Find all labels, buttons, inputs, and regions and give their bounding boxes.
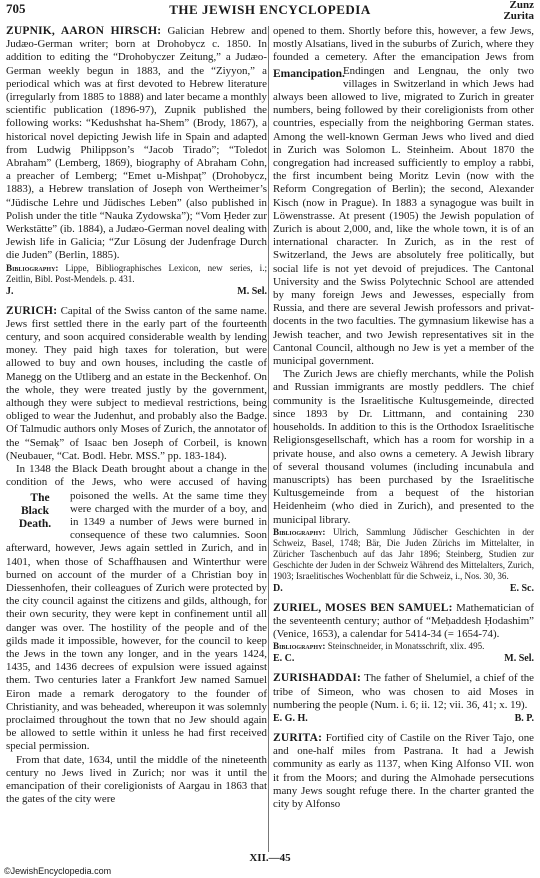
running-title: THE JEWISH ENCYCLOPEDIA: [169, 2, 371, 17]
side-heading-emancipation: Emancipation.: [273, 67, 345, 80]
entry-heading: ZURICH:: [6, 304, 58, 317]
signature-author: M. Sel.: [504, 653, 534, 665]
bibliography: [273, 527, 534, 582]
bibliography-label: Bibliography:: [273, 641, 326, 652]
author-signature: [6, 286, 267, 298]
paragraph: In 1348 the Black Death brought about a change in the condition of the Jews, who were accused of having poisoned the wells. At the same time The Black Death. they were charged with the murder of a boy, and in 1349 a number of Jews were burned in consequence of these two calumnies. Soon afterward, however, Jews again settled in Zurich, and in 1401, when those of Schaffhausen and Winterthur were burned on account of the murder of a Christian boy in Diessenhofen, their colleagues of Zurich were protected by the city council against the citizens and gilds, although, for their own security, they were kept in confinement until all danger was over. The hostility of the people and of the gilds made it impossible, however, for the council to keep the Jews in the town any longer, and in the years 1424, 1435, and 1436 decrees of expulsion were issued against them. Two centuries later a Frankfort Jew named Samuel Eiron made a remark derogatory to the founder of Christianity, and was beheaded, whereupon it was solemnly proclaimed throughout the town that no Jew should again be allowed to settle within it unless he had first received special permission.: [6, 463, 267, 753]
bibliography-text: Ulrich, Sammlung Jüdischer Geschichten in der Schweiz, Basel, 1748; Bär, Die Juden Zürichs im Mittelalter, in Züricher Taschenbuch auf das Jahr 1896; Steinberg, Studien zur Geschichte der Juden in der Schweiz Während des Mittelalters, Zurich, 1903; Israelitisches Wochenblatt für die Schweiz, i., Nos. 30, 36.: [273, 526, 534, 581]
paragraph: From that date, 1634, until the middle of the nineteenth century no Jews lived in Zurich; nor was it until the emancipation of their coreligionists of Aargau in 1863 that the gates of the city were: [6, 753, 267, 806]
bibliography: [273, 641, 534, 652]
right-column: [273, 25, 534, 853]
page-header: [6, 0, 534, 24]
signature-mark: XII.—45: [249, 852, 291, 864]
entry-text: Fortified city of Castile on the River Tajo, one and one-half miles from Pastrana. It had a Jewish community as early as 1137, when King Alfonso VII. won it from the Moors; and during the Almohade persecutions many Jews sought refuge there. In the charter granted the city by Alfonso: [273, 731, 534, 810]
signature-initials: E. C.: [273, 653, 295, 665]
signature-initials: J.: [6, 285, 14, 297]
signature-author: B. P.: [514, 712, 534, 724]
signature-author: E. Sc.: [509, 582, 534, 594]
signature-initials: E. G. H.: [273, 712, 308, 724]
bibliography: [6, 263, 267, 285]
bibliography-text: Lippe, Bibliographisches Lexicon, new series, i.; Zeitlin, Bibl. Post-Mendels. p. 431.: [6, 262, 267, 284]
bibliography-label: Bibliography:: [273, 526, 326, 537]
entry-zurishaddai: [273, 672, 534, 712]
entry-heading: ZURISHADDAI:: [273, 672, 362, 685]
guide-word-first: Zunz: [509, 0, 534, 11]
entry-heading: ZUPNIK, AARON HIRSCH:: [6, 25, 162, 37]
entry-text: Mathematician of the seventeenth century; author of “Meḥaddesh Ḥodashim” (Venice, 1653), a calendar for 5414-34 (= 1654-74).: [273, 601, 534, 641]
entry-text: Capital of the Swiss canton of the same name. Jews first settled there in the early part of the fourteenth century, and soon acquired considerable wealth by lending money. They paid high taxes for toleration, but were allowed to buy and own houses, including the castle of Manegg on the Utliberg and an estate in the Beckenhof. On the whole, they were treated justly by the government, although they were subject to medieval restrictions, being obliged to wear the Judenhut, and probably also the Badge. Of Talmudic authors only Moses of Zurich, the annotator of the “Semaḳ” of Isaac ben Joseph of Corbeil, is known (Neubauer, “Cat. Bodl. Hebr. MSS.” pp. 183-184).: [6, 304, 267, 462]
author-signature: [273, 583, 534, 595]
entry-zuriel: [273, 602, 534, 642]
copyright-credit: ©JewishEncyclopedia.com: [4, 866, 112, 876]
entry-text: Galician Hebrew and Judæo-German writer; born at Drohobycz c. 1850. In addition to editing the “Drohobyczer Zeitung,” a Judæo-German weekly begun in 1883, and the “Ziyyon,” a periodical which was at first devoted to Hebrew literature (irregularly from 1885 to 1888) and later became a monthly scientific publication (1896-97), Zupnik published the following works: “Kedushshat ha-Shem” (Brody, 1867), a historical novel depicting Jewish life in Spain and adapted from Ludwig Philippson’s “Jacob Tirado”; “Toledot Abraham” (Lemberg, 1869), biography of Abraham Cohn, a preacher of Lemberg; “Emet u-Mishpaṭ” (Drohobycz, 1883), a Hebrew translation of Joseph von Wertheimer’s “Jüdische Lehre und Jüdisches Leben” (also published in Polish under the title “Nauka Zydowska”); “Vom Ḥeder zur Werkstätte” (ib. 1884), a Judæo-German novel dealing with Jewish life in Galicia; “Zur Lösung der Judenfrage Durch die Juden” (Berlin, 1885).: [6, 25, 267, 262]
entry-heading: ZURITA:: [273, 731, 323, 744]
signature-author: M. Sel.: [237, 285, 267, 297]
side-heading-black-death: The Black Death.: [18, 491, 52, 530]
guide-word-last: Zurita: [503, 10, 534, 22]
guide-words: [503, 0, 534, 22]
entry-zupnik: [6, 25, 267, 263]
column-divider: [268, 26, 269, 852]
signature-initials: D.: [273, 582, 283, 594]
author-signature: [273, 713, 534, 725]
paragraph: The Zurich Jews are chiefly merchants, while the Polish and Russian immigrants are mostly peddlers. The chief community is the Israelitische Kultusgemeinde, directed since 1893 by Dr. Littmann, and containing 230 households. In addition to this is the Orthodox Israelitische Religionsgesellschaft, which has a room for worship in a private house, and also owns a cemetery. A Jewish library of several thousand volumes (including incunabula and manuscripts) has been purchased by the Israelitische Kultusgemeinde from a bequest of the historian Heidenheim (who died in Zurich), and presented to the municipal library.: [273, 368, 534, 526]
paragraph: opened to them. Shortly before this, however, a few Jews, mostly Alsatians, lived in the suburbs of Zurich, where they founded a cemetery. After the emancipation Jews from Endingen and Lengnau, Emancipation. the only two villages in Switzerland in which Jews had always been allowed to live, migrated to Zurich in greater numbers, being followed by their coreligionists from other countries, especially from the neighboring German states. Among the well-known German Jews who lived and died in Zurich was Solomon L. Steinheim. About 1870 the congregation had increased sufficiently to employ a rabbi, the first incumbent being Moritz Levin (now with the Reform Congregation of Berlin); the second, Alexander Kisch (now in Prague). In 1883 a synagogue was built in Löwenstrasse. At present (1905) the Jewish population of Zurich is about 2,000, and, like the whole town, it is of an international character. In Zurich, as in the rest of Switzerland, the Jews are absolutely free politically, but social life is not yet devoid of prejudices. The Cantonal University and the Swiss Polytechnic School are attended by many foreign Jews and Jewesses, especially from Russia, and there are several Jewish professors and privat-docents in the two faculties. The gymnasium likewise has a Jewish teacher, and two Jewish representatives sit in the Cantonal Council, although no Jew is yet a member of the municipal government.: [273, 25, 534, 368]
author-signature: [273, 653, 534, 665]
entry-zurita: [273, 732, 534, 811]
bibliography-label: Bibliography:: [6, 262, 59, 273]
left-column: [6, 25, 267, 853]
entry-text: The father of Shelumiel, a chief of the tribe of Simeon, who was chosen to aid Moses in numbering the people (Num. i. 6; ii. 12; vii. 36, 41; x. 19).: [273, 672, 534, 711]
bibliography-text: Steinschneider, in Monatsschrift, xlix. 495.: [325, 641, 485, 652]
page-number: 705: [6, 1, 26, 16]
entry-heading: ZURIEL, MOSES BEN SAMUEL:: [273, 601, 453, 614]
entry-zurich: [6, 305, 267, 463]
